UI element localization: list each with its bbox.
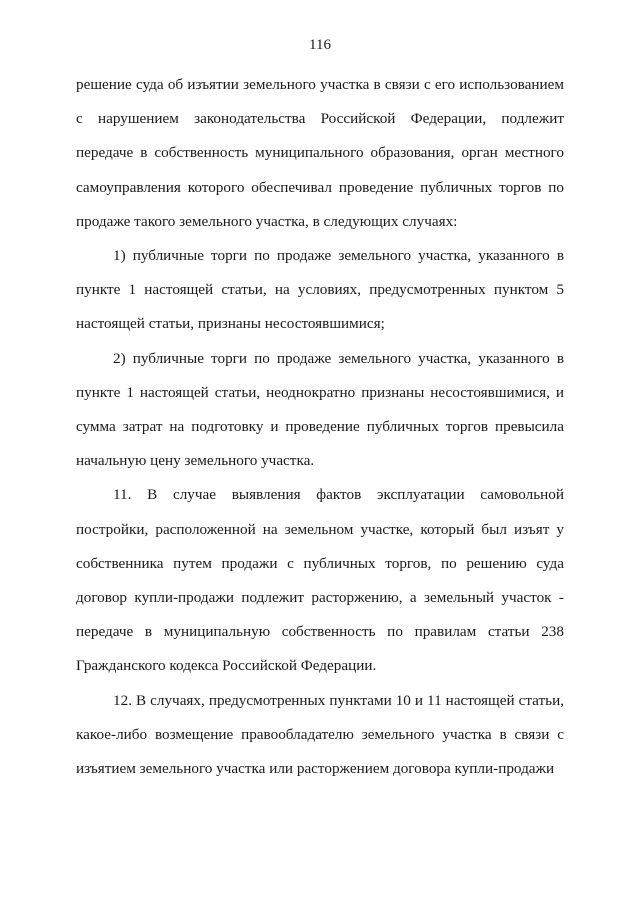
document-body (76, 68, 564, 786)
paragraph-continuation: решение суда об изъятии земельного участка в связи с его использованием с нарушением законодательства Российской Федерации, подлежит передаче в собственность муниципального образования, орган местного самоуправления которого обеспечивал проведение публичных торгов по продаже такого земельного участка, в следующих случаях: (76, 76, 564, 230)
paragraph-item-1: 1) публичные торги по продаже земельного участка, указанного в пункте 1 настоящей статьи, на условиях, предусмотренных пунктом 5 настоящей статьи, признаны несостоявшимися; (76, 247, 564, 333)
paragraph-item-2: 2) публичные торги по продаже земельного участка, указанного в пункте 1 настоящей статьи, неоднократно признаны несостоявшимися, и сумма затрат на подготовку и проведение публичных торгов превысила начальную цену земельного участка. (76, 349, 564, 470)
paragraph-clause-11: 11. В случае выявления фактов эксплуатации самовольной постройки, расположенной на земельном участке, который был изъят у собственника путем продажи с публичных торгов, по решению суда договор купли-продажи подлежит расторжению, а земельный участок - передаче в муниципальную собственность по правилам статьи 238 Гражданского кодекса Российской Федерации. (76, 486, 564, 675)
page-number: 116 (309, 37, 331, 53)
paragraph-clause-12: 12. В случаях, предусмотренных пунктами 10 и 11 настоящей статьи, какое-либо возмещение правообладателю земельного участка в связи с изъятием земельного участка или расторжением договора купли-продажи (76, 691, 564, 778)
